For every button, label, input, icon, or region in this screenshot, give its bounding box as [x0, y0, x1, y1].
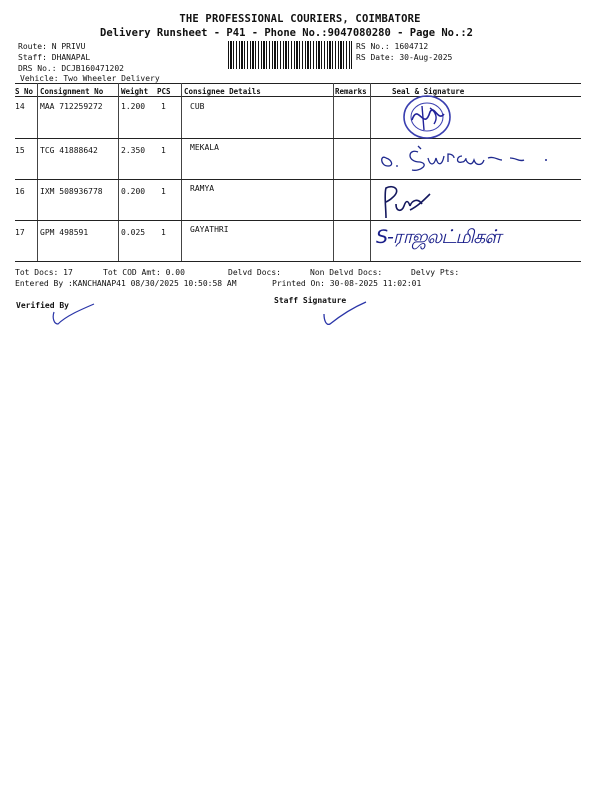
rs-number: RS No.: 1604712: [356, 42, 429, 51]
col-header-pcs: PCS: [157, 87, 171, 96]
col-header-weight: Weight: [121, 87, 149, 96]
staff-label: Staff: DHANAPAL: [18, 53, 91, 62]
company-title: THE PROFESSIONAL COURIERS, COIMBATORE: [179, 13, 421, 25]
col-divider: [181, 83, 182, 262]
row-weight: 1.200: [121, 102, 146, 111]
row-consignee: CUB: [190, 102, 205, 111]
non-delivered-docs: Non Delvd Docs:: [310, 268, 383, 277]
delivery-points: Delvy Pts:: [411, 268, 460, 277]
row-pcs: 1: [161, 146, 166, 155]
col-header-signature: Seal & Signature: [392, 87, 465, 96]
total-cod-amount: Tot COD Amt: 0.00: [103, 268, 185, 277]
row-divider: [15, 138, 581, 139]
row-consignee: MEKALA: [190, 143, 219, 152]
row-sno: 15: [15, 146, 25, 155]
printed-on: Printed On: 30-08-2025 11:02:01: [272, 279, 422, 288]
company-seal-stamp: [400, 92, 460, 142]
row-consignee: GAYATHRI: [190, 225, 229, 234]
table-header-border: [15, 96, 581, 97]
col-header-consignee: Consignee Details: [184, 87, 261, 96]
verified-by-label: Verified By: [16, 301, 69, 310]
col-divider: [370, 83, 371, 262]
row-weight: 0.200: [121, 187, 146, 196]
route-label: Route: N PRIVU: [18, 42, 86, 51]
row-consignment: IXM 508936778: [40, 187, 103, 196]
col-divider: [37, 83, 38, 262]
entered-by: Entered By :KANCHANAP41 08/30/2025 10:50:58 AM: [15, 279, 237, 288]
col-divider: [118, 83, 119, 262]
verifier-initial-mark: [50, 302, 100, 330]
col-header-sno: S No: [15, 87, 34, 96]
row-pcs: 1: [161, 228, 166, 237]
staff-signature-label: Staff Signature: [274, 296, 347, 305]
row-divider: [15, 220, 581, 221]
runsheet-title: Delivery Runsheet - P41 - Phone No.:9047080280 - Page No.:2: [100, 27, 473, 39]
staff-initial-mark: [320, 298, 370, 328]
row-sno: 14: [15, 102, 25, 111]
handwritten-signature: [380, 184, 440, 222]
vehicle-label: Vehicle: Two Wheeler Delivery: [20, 74, 160, 83]
row-consignment: GPM 498591: [40, 228, 89, 237]
table-top-border: [15, 83, 581, 84]
total-docs: Tot Docs: 17: [15, 268, 73, 277]
row-pcs: 1: [161, 187, 166, 196]
row-weight: 2.350: [121, 146, 146, 155]
handwritten-signature: S-ராஜலட்மிகள்: [376, 226, 501, 248]
drs-label: DRS No.: DCJB160471202: [18, 64, 124, 73]
row-divider: [15, 179, 581, 180]
rs-date: RS Date: 30-Aug-2025: [356, 53, 453, 62]
row-sno: 16: [15, 187, 25, 196]
row-consignee: RAMYA: [190, 184, 215, 193]
row-weight: 0.025: [121, 228, 146, 237]
row-pcs: 1: [161, 102, 166, 111]
handwritten-signature: [378, 144, 568, 174]
col-header-remarks: Remarks: [335, 87, 367, 96]
row-consignment: TCG 41888642: [40, 146, 98, 155]
row-consignment: MAA 712259272: [40, 102, 103, 111]
row-sno: 17: [15, 228, 25, 237]
table-bottom-border: [15, 261, 581, 262]
delivered-docs: Delvd Docs:: [228, 268, 281, 277]
col-divider: [333, 83, 334, 262]
barcode: [228, 41, 352, 69]
col-header-consignment: Consignment No: [40, 87, 104, 96]
